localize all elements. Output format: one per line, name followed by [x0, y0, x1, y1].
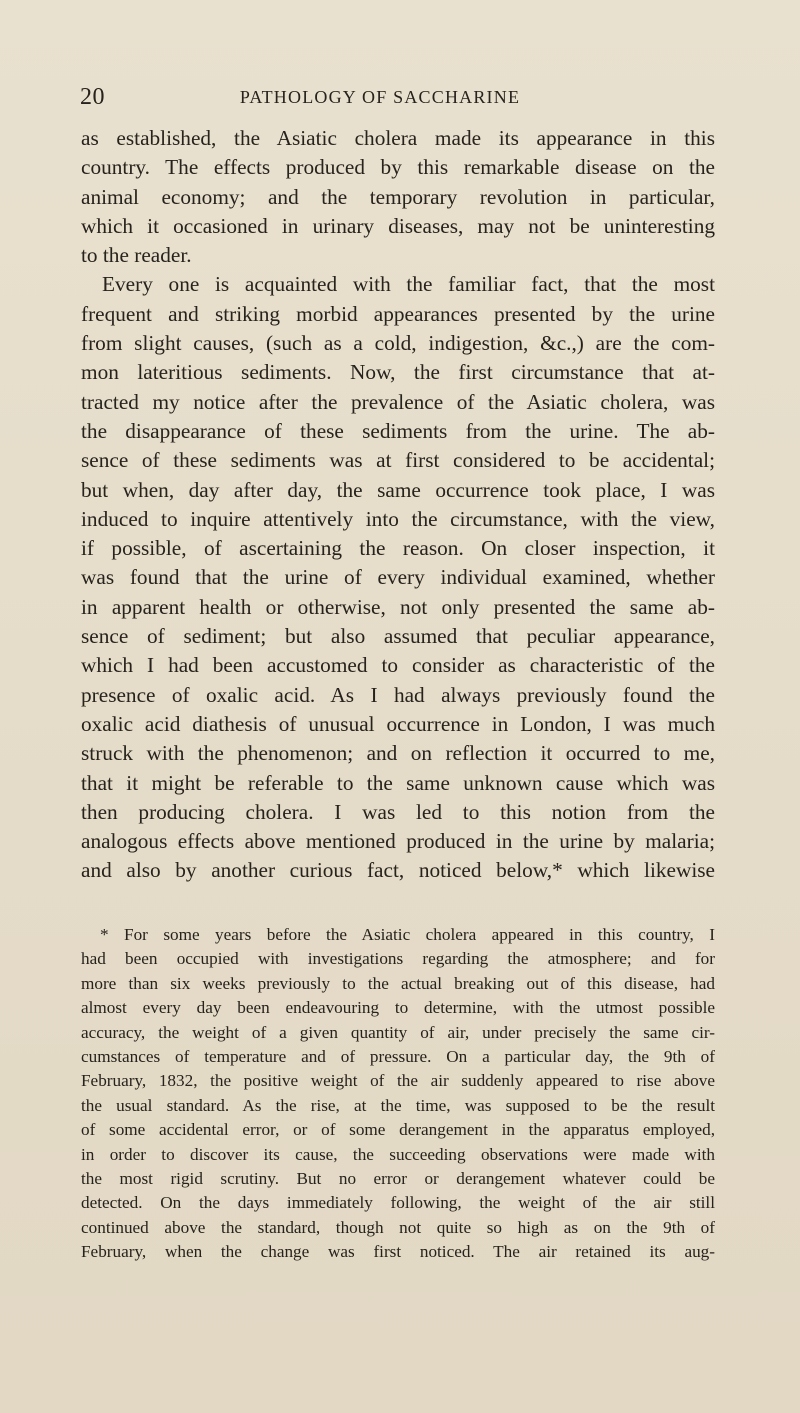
- footnote-line: detected. On the days immediately following, the weight of the air still: [81, 1193, 715, 1213]
- text-line: oxalic acid diathesis of unusual occurrence in London, I was much: [81, 711, 715, 736]
- running-head: PATHOLOGY OF SACCHARINE: [239, 87, 521, 107]
- text-line: which I had been accustomed to consider as characteristic of the: [81, 653, 715, 678]
- text-line: if possible, of ascertaining the reason. On closer inspection, it: [81, 536, 715, 561]
- text-line: mon lateritious sediments. Now, the first circumstance that at-: [81, 360, 715, 385]
- page-number: 20: [80, 84, 105, 110]
- text-line: which it occasioned in urinary diseases, may not be uninteresting: [81, 213, 715, 238]
- footnote-line: more than six weeks previously to the actual breaking out of this disease, had: [81, 973, 715, 993]
- text-line: that it might be referable to the same unknown cause which was: [81, 770, 715, 795]
- text-line: to the reader.: [81, 243, 192, 268]
- text-line: the disappearance of these sediments from the urine. The ab-: [81, 418, 715, 443]
- text-line: animal economy; and the temporary revolution in particular,: [81, 184, 715, 209]
- text-line: tracted my notice after the prevalence of the Asiatic cholera, was: [81, 389, 715, 414]
- text-line: then producing cholera. I was led to this notion from the: [81, 799, 715, 824]
- text-line: in apparent health or otherwise, not only presented the same ab-: [81, 594, 715, 619]
- footnote-line: February, 1832, the positive weight of the air suddenly appeared to rise above: [81, 1071, 715, 1091]
- footnote-line: * For some years before the Asiatic cholera appeared in this country, I: [100, 925, 715, 944]
- text-line: presence of oxalic acid. As I had always previously found the: [81, 682, 715, 707]
- footnote-line: had been occupied with investigations regarding the atmosphere; and for: [81, 949, 715, 969]
- footnote-line: in order to discover its cause, the succeeding observations were made with: [81, 1144, 715, 1164]
- footnote-line: almost every day been endeavouring to determine, with the utmost possible: [81, 998, 715, 1018]
- page-header: [80, 84, 720, 114]
- text-line: frequent and striking morbid appearances presented by the urine: [81, 301, 715, 326]
- footnote-line: accuracy, the weight of a given quantity of air, under precisely the same cir-: [81, 1022, 715, 1042]
- text-line: and also by another curious fact, noticed below,* which likewise: [81, 858, 715, 883]
- footnote-line: continued above the standard, though not quite so high as on the 9th of: [81, 1217, 715, 1237]
- footnote-line: February, when the change was first noticed. The air retained its aug-: [81, 1242, 715, 1262]
- main-text: [81, 124, 715, 886]
- text-line: struck with the phenomenon; and on reflection it occurred to me,: [81, 741, 715, 766]
- footnote-line: the usual standard. As the rise, at the time, was supposed to be the result: [81, 1095, 715, 1115]
- text-line: Every one is acquainted with the familiar fact, that the most: [102, 272, 715, 297]
- text-line: sence of sediment; but also assumed that peculiar appearance,: [81, 624, 715, 649]
- text-line: sence of these sediments was at first considered to be accidental;: [81, 448, 715, 473]
- text-line: but when, day after day, the same occurrence took place, I was: [81, 477, 715, 502]
- text-line: induced to inquire attentively into the circumstance, with the view,: [81, 506, 715, 531]
- footnote-line: of some accidental error, or of some derangement in the apparatus employed,: [81, 1120, 715, 1140]
- footnote-line: the most rigid scrutiny. But no error or derangement whatever could be: [81, 1168, 715, 1188]
- text-line: from slight causes, (such as a cold, indigestion, &c.,) are the com-: [81, 331, 715, 356]
- text-line: was found that the urine of every individual examined, whether: [81, 565, 715, 590]
- footnote-line: cumstances of temperature and of pressure. On a particular day, the 9th of: [81, 1046, 715, 1066]
- footnote: [81, 923, 715, 1264]
- text-line: as established, the Asiatic cholera made its appearance in this: [81, 126, 715, 150]
- text-line: analogous effects above mentioned produced in the urine by malaria;: [81, 829, 715, 854]
- text-line: country. The effects produced by this remarkable disease on the: [81, 155, 715, 180]
